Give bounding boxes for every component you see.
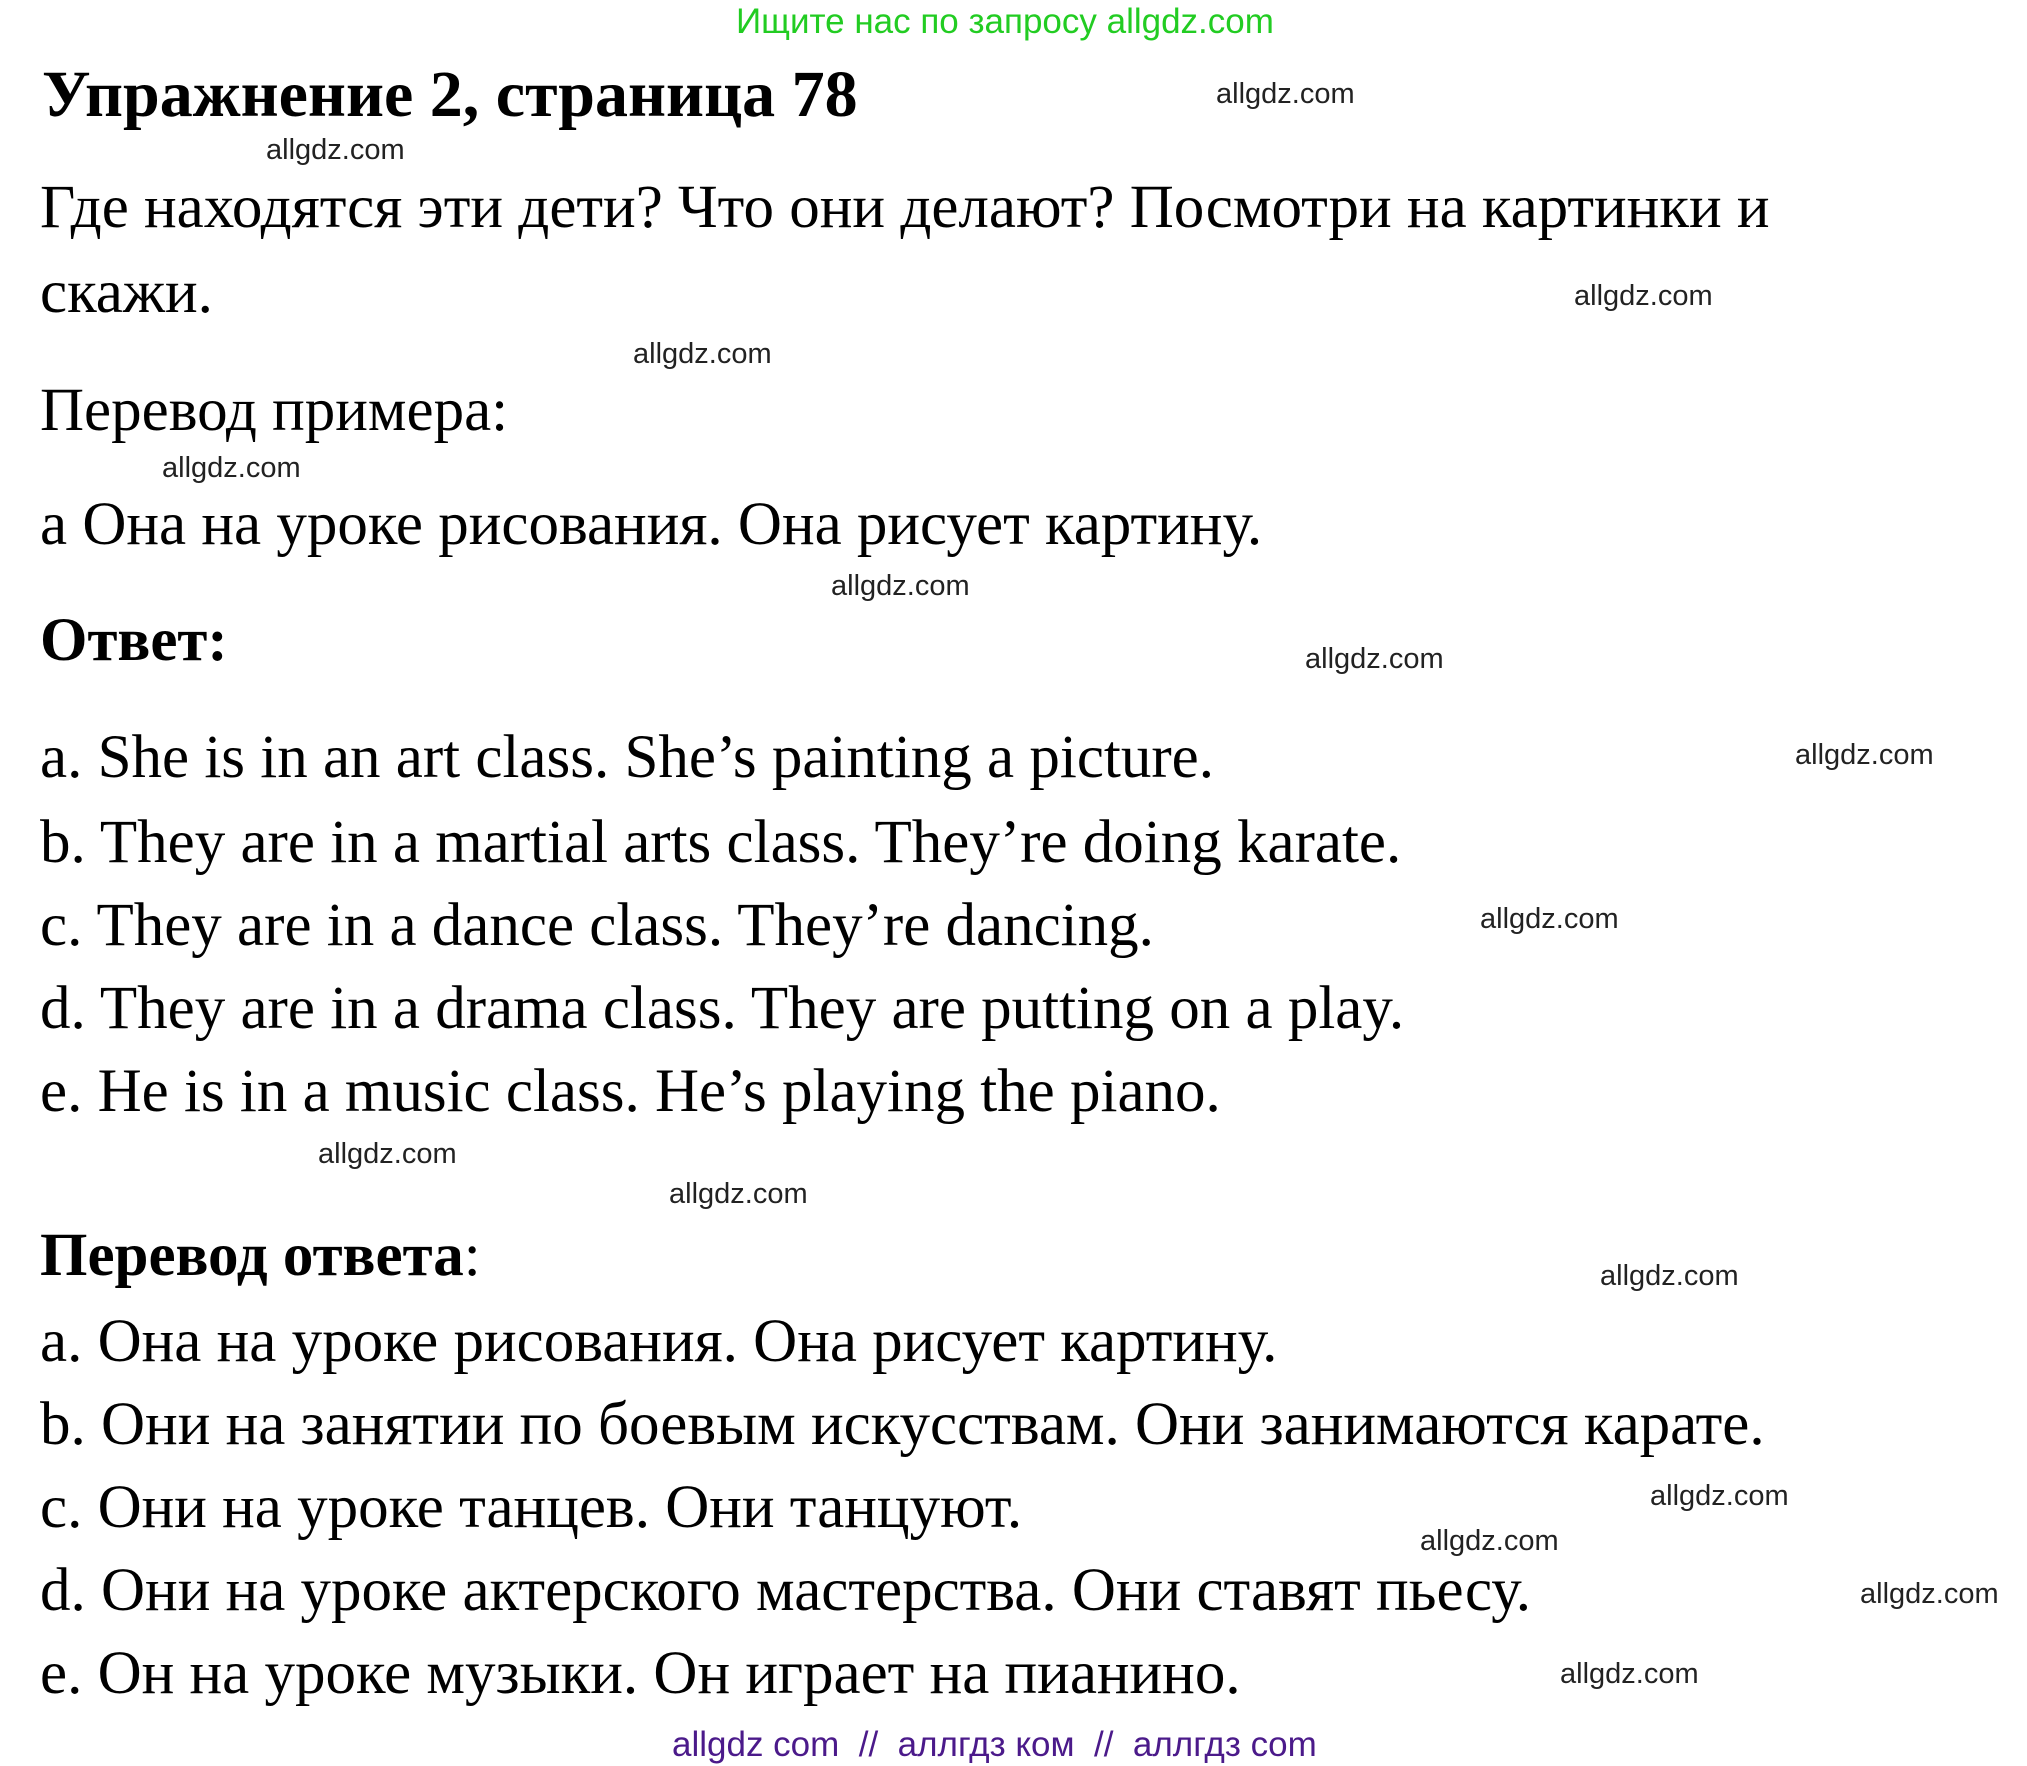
translation-line: e. Он на уроке музыки. Он играет на пианино. <box>40 1640 1241 1707</box>
answer-line: a. She is in an art class. She’s painting a picture. <box>40 724 1214 791</box>
translation-heading-colon: : <box>463 1222 481 1289</box>
answer-line: d. They are in a drama class. They are putting on a play. <box>40 975 1405 1042</box>
answer-line: c. They are in a dance class. They’re dancing. <box>40 892 1154 959</box>
translation-line: d. Они на уроке актерского мастерства. Они ставят пьесу. <box>40 1557 1531 1624</box>
watermark: allgdz.com <box>1420 1525 1559 1557</box>
watermark: allgdz.com <box>1560 1658 1699 1690</box>
task-line-2: скажи. <box>40 259 213 326</box>
translation-heading-text: Перевод ответа <box>40 1222 464 1289</box>
watermark: allgdz.com <box>1305 643 1444 675</box>
example-heading: Перевод примера: <box>40 377 509 444</box>
answer-heading: Ответ: <box>40 607 228 674</box>
translation-heading <box>40 1222 481 1289</box>
watermark: allgdz.com <box>1795 739 1934 771</box>
top-banner: Ищите нас по запросу allgdz.com <box>736 2 1274 41</box>
watermark: allgdz.com <box>266 134 405 166</box>
watermark: allgdz.com <box>633 338 772 370</box>
task-line-1: Где находятся эти дети? Что они делают? Посмотри на картинки и <box>40 174 1770 241</box>
page-title: Упражнение 2, страница 78 <box>42 58 858 131</box>
watermark: allgdz.com <box>162 452 301 484</box>
footer-links: allgdz com // аллгдз ком // аллгдз com <box>672 1725 1317 1764</box>
answer-line: b. They are in a martial arts class. They’re doing karate. <box>40 809 1402 876</box>
watermark: allgdz.com <box>1860 1578 1999 1610</box>
translation-line: a. Она на уроке рисования. Она рисует картину. <box>40 1308 1278 1375</box>
watermark: allgdz.com <box>669 1178 808 1210</box>
watermark: allgdz.com <box>1574 280 1713 312</box>
watermark: allgdz.com <box>1650 1480 1789 1512</box>
watermark: allgdz.com <box>831 570 970 602</box>
watermark: allgdz.com <box>1600 1260 1739 1292</box>
watermark: allgdz.com <box>1480 903 1619 935</box>
answer-line: e. He is in a music class. He’s playing the piano. <box>40 1058 1221 1125</box>
translation-line: b. Они на занятии по боевым искусствам. Они занимаются карате. <box>40 1391 1765 1458</box>
watermark: allgdz.com <box>1216 78 1355 110</box>
example-text: a Она на уроке рисования. Она рисует картину. <box>40 491 1263 558</box>
watermark: allgdz.com <box>318 1138 457 1170</box>
translation-line: c. Они на уроке танцев. Они танцуют. <box>40 1474 1023 1541</box>
